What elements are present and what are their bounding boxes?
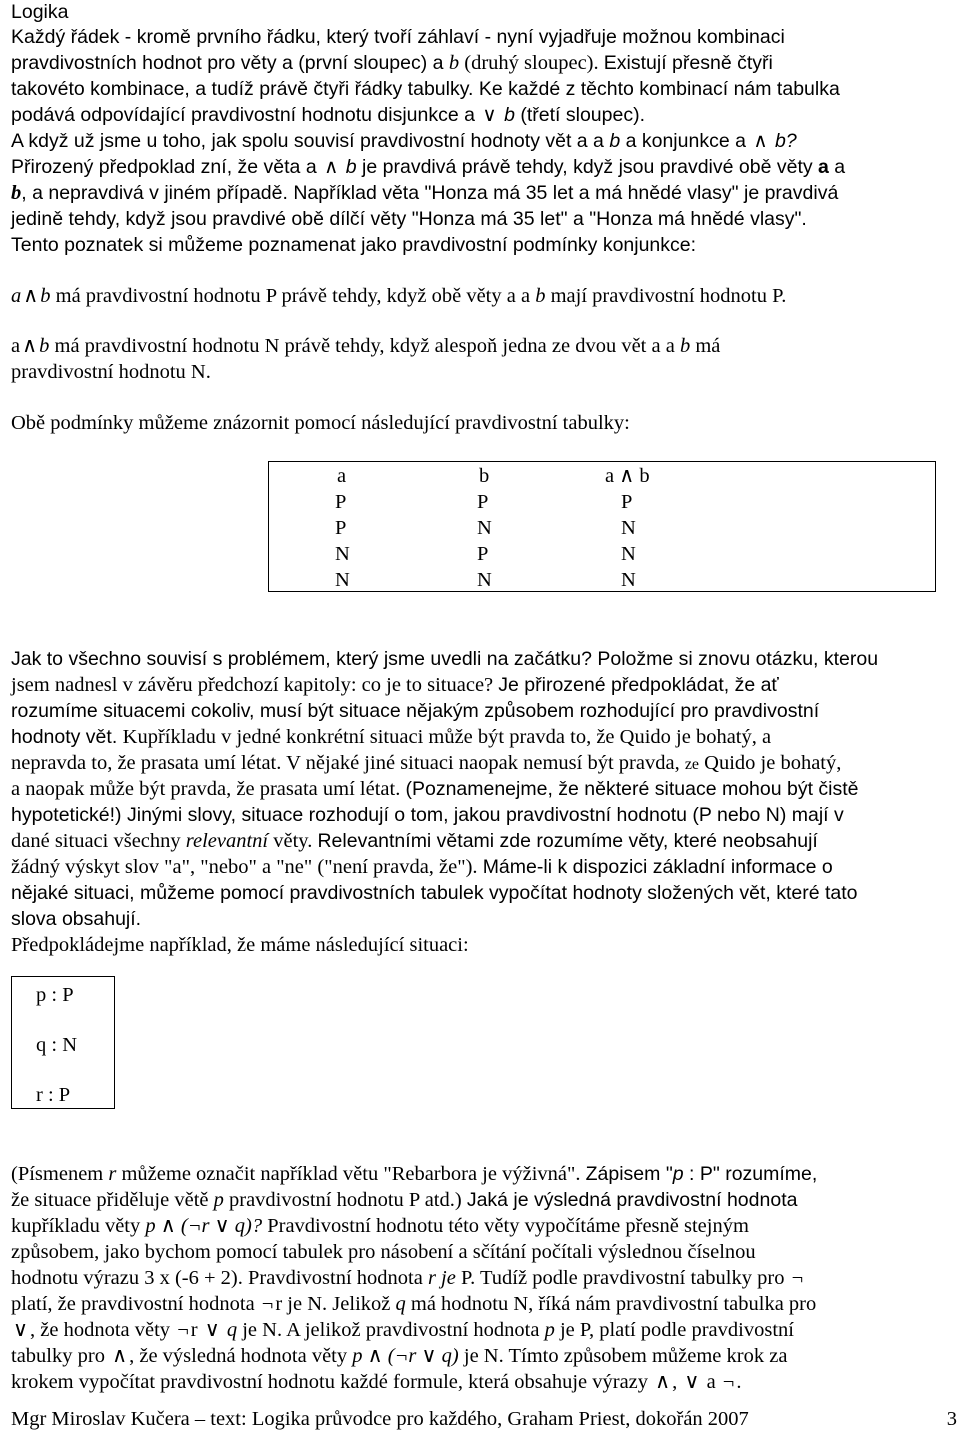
- para3-line3: [11, 1213, 749, 1239]
- text: ze: [684, 756, 700, 773]
- condition-n-cont: pravdivostní hodnotu N.: [11, 361, 211, 383]
- text: hodnotu výrazu 3 x (-6 + 2).: [11, 1267, 249, 1289]
- text: dané situaci všechny: [11, 830, 186, 852]
- text: Ke každé z těchto kombinací nám tabulka: [478, 78, 840, 100]
- para2-line9: [11, 854, 833, 880]
- text: p ∧ (¬r ∨ q)?: [145, 1215, 263, 1237]
- text: , a nepravdivá v jiném případě.: [21, 182, 294, 204]
- text: nepravda to, že prasata umí létat.: [11, 752, 287, 774]
- footer-text: Mgr Miroslav Kučera – text: Logika průvodce pro každého, Graham Priest, dokořán 2007: [11, 1408, 749, 1430]
- text: platí, že pravdivostní hodnota: [11, 1293, 260, 1315]
- text: : P" rozumíme,: [683, 1163, 818, 1185]
- table-cell: P: [477, 543, 489, 565]
- condition-n: [11, 333, 720, 359]
- para3-line4: způsobem, jako bychom pomocí tabulek pro násobení a sčítání počítali výslednou číselnou: [11, 1241, 756, 1263]
- text: Relevantními větami zde rozumíme věty, které neobsahují: [317, 830, 818, 852]
- text: b: [498, 104, 515, 126]
- text: b: [609, 130, 621, 152]
- text: Jaká je výsledná pravdivostní hodnota: [466, 1189, 798, 1211]
- para3-line5: [11, 1265, 805, 1291]
- text: r: [108, 1163, 117, 1185]
- text: je pravdivá právě tehdy, když jsou pravdivé obě věty: [356, 156, 819, 178]
- text: má hodnotu N, říká nám pravdivostní tabulka pro: [405, 1293, 817, 1315]
- not-symbol-icon: ¬: [261, 1293, 274, 1315]
- text: b: [40, 285, 51, 307]
- text: kupříkladu věty: [11, 1215, 146, 1237]
- text: Kupříkladu v jedné konkrétní situaci může být pravda to, že Quido je bohatý, a: [122, 726, 772, 748]
- table-header: a ∧ b: [605, 465, 650, 487]
- and-symbol-icon: ∧: [324, 156, 339, 178]
- text: Pravdivostní hodnota: [248, 1267, 428, 1289]
- text: r: [190, 1319, 203, 1341]
- or-symbol-icon: ∨: [482, 104, 497, 126]
- text: Máme-li k dispozici základní informace o: [482, 856, 833, 878]
- text: V nějaké jiné situaci naopak nemusí být pravda,: [286, 752, 685, 774]
- situation-item: p : P: [36, 984, 74, 1006]
- text: q: [395, 1293, 406, 1315]
- text: P.: [455, 1267, 480, 1289]
- para2-line10: nějaké situaci, můžeme pomocí pravdivostních tabulek vypočítat hodnoty složených vět, které tato: [11, 882, 858, 904]
- para3-line6: [11, 1291, 816, 1317]
- text: Tímto způsobem můžeme krok za: [508, 1345, 788, 1367]
- text: ,: [672, 1371, 683, 1393]
- text: (třetí sloupec).: [514, 104, 645, 126]
- or-symbol-icon: ∨: [684, 1371, 700, 1393]
- condition-p: [11, 283, 786, 309]
- para1-line2: [11, 50, 773, 76]
- para2-line5: [11, 750, 841, 778]
- truth-table: [268, 461, 936, 592]
- text: a: [818, 156, 829, 178]
- text: a naopak může být pravda, že prasata umí létat.: [11, 778, 406, 800]
- text: pravdivostních hodnot pro věty a (první sloupec) a: [11, 52, 449, 74]
- text: A když už jsme u toho, jak spolu souvisí pravdivostní hodnoty vět a a: [11, 130, 610, 152]
- text: pravdivostní hodnotu P atd.): [223, 1189, 467, 1211]
- text: A jelikož pravdivostní hodnota: [286, 1319, 545, 1341]
- table-cell: P: [477, 491, 489, 513]
- table-cell: N: [477, 517, 492, 539]
- page-number: 3: [946, 1408, 957, 1430]
- text: (druhý sloupec).: [459, 52, 604, 74]
- para2-line3: rozumíme situacemi cokoliv, musí být situace nějakým způsobem rozhodující pro pravdivostní: [11, 700, 820, 722]
- para3-line8: [11, 1343, 787, 1369]
- text: Jinými slovy, situace rozhodují o tom, jakou pravdivostní hodnotu (P nebo N) mají v: [126, 804, 844, 826]
- text: a konjunkce a: [620, 130, 752, 152]
- para2-line4: [11, 724, 771, 750]
- text: b: [340, 156, 357, 178]
- para1-line7: [11, 180, 838, 206]
- text: Například věta "Honza má 35 let a má hnědé vlasy" je pravdivá: [293, 182, 839, 204]
- para2-line1: [11, 646, 878, 672]
- para1-line8: jedině tehdy, když jsou pravdivé obě dílčí věty "Honza má 35 let" a "Honza má hnědé vlasy".: [11, 208, 807, 230]
- text: a: [828, 156, 846, 178]
- and-symbol-icon: ∧: [23, 285, 39, 307]
- text: hypotetické!): [11, 804, 127, 826]
- text: b: [39, 335, 50, 357]
- situation-box: [11, 976, 115, 1109]
- para1-line4: [11, 102, 645, 128]
- and-symbol-icon: ∧: [112, 1345, 128, 1367]
- para2-line8: [11, 828, 818, 854]
- text: q: [221, 1319, 238, 1341]
- and-symbol-icon: ∧: [655, 1371, 671, 1393]
- text: je N.: [237, 1319, 287, 1341]
- and-symbol-icon: ∧: [753, 130, 768, 152]
- text: relevantní: [185, 830, 269, 852]
- or-symbol-icon: ∨: [13, 1319, 29, 1341]
- text: je P, platí podle pravdivostní: [554, 1319, 794, 1341]
- table-cell: N: [621, 569, 636, 591]
- text: věty.: [268, 830, 318, 852]
- text: mají pravdivostní hodnotu P.: [545, 285, 787, 307]
- text: p: [213, 1189, 224, 1211]
- or-symbol-icon: ∨: [204, 1319, 220, 1341]
- para1-line1: Každý řádek - kromě prvního řádku, který tvoří záhlaví - nyní vyjadřuje možnou kombinaci: [11, 26, 785, 48]
- table-cell: N: [621, 543, 636, 565]
- text: b: [535, 285, 546, 307]
- text: má pravdivostní hodnotu P právě tehdy, když obě věty a a: [50, 285, 536, 307]
- table-intro: Obě podmínky můžeme znázornit pomocí následující pravdivostní tabulky:: [11, 412, 630, 434]
- text: Pravdivostní hodnotu této věty vypočítáme přesně stejným: [262, 1215, 749, 1237]
- text: má pravdivostní hodnotu N právě tehdy, když alespoň jedna ze dvou vět a a: [49, 335, 680, 357]
- text: b: [679, 335, 691, 357]
- text: Quido je bohatý,: [699, 752, 842, 774]
- table-cell: N: [621, 517, 636, 539]
- text: (Poznamenejme, že některé situace mohou být čistě: [405, 778, 859, 800]
- table-cell: N: [335, 569, 350, 591]
- text: .: [736, 1371, 742, 1393]
- text: můžeme označit například větu "Rebarbora je výživná".: [116, 1163, 586, 1185]
- text: Existují přesně čtyři: [603, 52, 773, 74]
- text: p: [544, 1319, 555, 1341]
- text: Jelikož: [332, 1293, 396, 1315]
- text: krokem vypočítat pravdivostní hodnotu každé formule, která obsahuje výrazy: [11, 1371, 654, 1393]
- para2-line11: slova obsahují.: [11, 908, 142, 930]
- text: jsem nadnesl v závěru předchozí kapitoly: co je to situace?: [11, 674, 499, 696]
- para3-line2: [11, 1187, 797, 1213]
- text: p ∧ (¬r ∨ q): [352, 1345, 459, 1367]
- text: b: [448, 52, 460, 74]
- table-cell: P: [621, 491, 633, 513]
- page-title: Logika: [11, 1, 69, 23]
- text: Položme si znovu otázku, kterou: [597, 648, 879, 670]
- text: r je N.: [275, 1293, 333, 1315]
- text: žádný výskyt slov "a", "nebo" a "ne" ("není pravda, že").: [11, 856, 483, 878]
- text: Zápisem ": [585, 1163, 673, 1185]
- text: Jak to všechno souvisí s problémem, který jsme uvedli na začátku?: [11, 648, 598, 670]
- page-footer: [11, 1406, 957, 1432]
- para2-line6: [11, 776, 859, 802]
- situation-item: q : N: [36, 1034, 77, 1056]
- para2-line12: Předpokládejme například, že máme následující situaci:: [11, 934, 469, 956]
- not-symbol-icon: ¬: [791, 1267, 804, 1289]
- para3-line1: [11, 1161, 817, 1187]
- situation-item: r : P: [36, 1084, 71, 1106]
- text: a: [701, 1371, 721, 1393]
- text: takovéto kombinace, a tudíž právě čtyři řádky tabulky.: [11, 78, 479, 100]
- text: Tudíž podle pravdivostní tabulky pro: [480, 1267, 790, 1289]
- text: a: [11, 285, 22, 307]
- text: tabulky pro: [11, 1345, 111, 1367]
- para3-line9: [11, 1369, 741, 1395]
- text: p: [672, 1163, 684, 1185]
- text: , že hodnota věty: [30, 1319, 176, 1341]
- text: má: [690, 335, 721, 357]
- and-symbol-icon: ∧: [22, 335, 38, 357]
- table-cell: N: [335, 543, 350, 565]
- text: b: [11, 182, 22, 204]
- para3-line7: [11, 1317, 794, 1343]
- table-cell: P: [335, 491, 347, 513]
- text: je N.: [458, 1345, 509, 1367]
- para2-line7: [11, 802, 844, 828]
- para1-line9: Tento poznatek si můžeme poznamenat jako pravdivostní podmínky konjunkce:: [11, 234, 697, 256]
- table-cell: N: [477, 569, 492, 591]
- text: a: [11, 335, 21, 357]
- text: Přirozený předpoklad zní, že věta a: [11, 156, 323, 178]
- para2-line2: [11, 672, 779, 698]
- para1-line3: [11, 76, 840, 102]
- not-symbol-icon: ¬: [177, 1319, 189, 1341]
- text: že situace přiděluje větě: [11, 1189, 214, 1211]
- text: hodnoty vět.: [11, 726, 123, 748]
- table-cell: P: [335, 517, 347, 539]
- text: b?: [769, 130, 797, 152]
- text: podává odpovídající pravdivostní hodnotu disjunkce a: [11, 104, 481, 126]
- para1-line5: [11, 128, 797, 154]
- table-header: b: [479, 465, 490, 487]
- text: r je: [427, 1267, 456, 1289]
- para1-line6: [11, 154, 845, 180]
- table-header: a: [337, 465, 347, 487]
- text: , že výsledná hodnota věty: [129, 1345, 353, 1367]
- not-symbol-icon: ¬: [722, 1371, 735, 1393]
- text: (Písmenem: [11, 1163, 109, 1185]
- text: Je přirozené předpokládat, že ať: [498, 674, 779, 696]
